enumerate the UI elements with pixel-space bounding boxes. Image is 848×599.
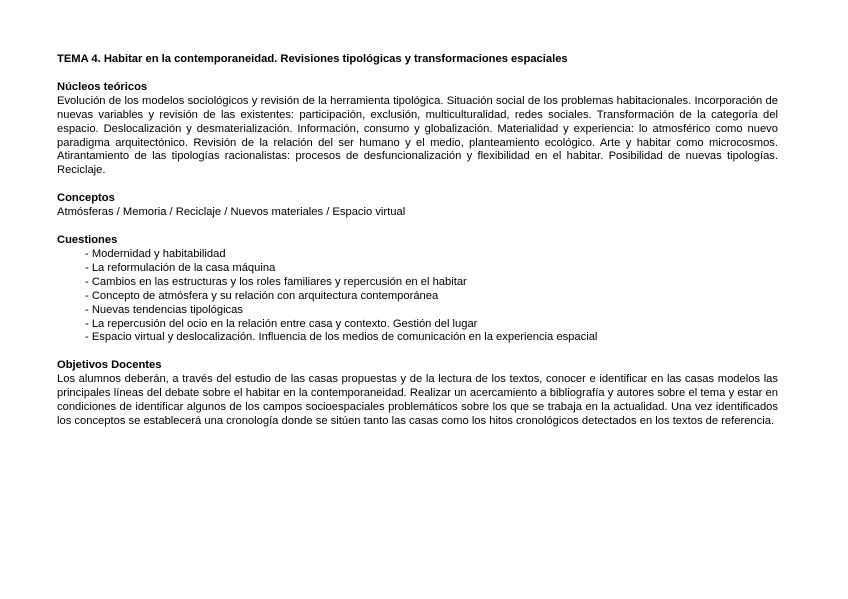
list-item: - Concepto de atmósfera y su relación con arquitectura contemporánea [85,289,439,302]
list-item: - La repercusión del ocio en la relación entre casa y contexto. Gestión del lugar [85,317,478,330]
list-item: - La reformulación de la casa máquina [85,261,276,274]
conceptos-heading: Conceptos [57,192,115,205]
objetivos-heading: Objetivos Docentes [57,359,162,372]
section-nucleos-teoricos [57,81,778,178]
conceptos-text: Atmósferas / Memoria / Reciclaje / Nuevos materiales / Espacio virtual [57,206,406,219]
section-conceptos [57,192,778,220]
section-cuestiones [57,234,778,345]
list-item: - Espacio virtual y deslocalización. Influencia de los medios de comunicación en la experiencia espacial [85,331,598,344]
cuestiones-list [57,248,778,345]
objetivos-text: Los alumnos deberán, a través del estudio de las casas propuestas y de la lectura de los textos, conocer e identificar en las casas modelos las principales líneas del debate sobre el habitar en la contemporaneidad. Realizar un acercamiento a bibliografía y autores sobre el tema y estar en condiciones de identificar algunos de los campos socioespaciales problemáticos sobre los que se trabaja en la actualidad. Una vez identificados los conceptos se establecerá una cronología donde se sitúen tanto las casas como los hitos cronológicos detectados en los textos de referencia. [57,373,778,427]
list-item: - Modernidad y habitabilidad [85,247,226,260]
nucleos-heading: Núcleos teóricos [57,80,148,93]
document-title: TEMA 4. Habitar en la contemporaneidad. Revisiones tipológicas y transformaciones espaciales [57,53,568,65]
section-objetivos-docentes [57,359,778,429]
list-item: - Nuevas tendencias tipológicas [85,303,243,316]
document-body [57,53,778,443]
nucleos-text: Evolución de los modelos sociológicos y revisión de la herramienta tipológica. Situación social de los problemas habitacionales. Incorporación de nuevas variables y revisión de las existentes: participación, exclusión, multiculturalidad, redes sociales. Transformación de la categoría del espacio. Deslocalización y desmaterialización. Información, consumo y globalización. Materialidad y experiencia: lo atmosférico como nuevo paradigma arquitectónico. Revisión de la relación del ser humano y el medio, planteamiento ecológico. Arte y habitar como microcosmos. Atirantamiento de las tipologías racionalistas: procesos de desfuncionalización y flexibilidad en el habitar. Posibilidad de nuevas tipologías. Reciclaje. [57,94,778,177]
list-item: - Cambios en las estructuras y los roles familiares y repercusión en el habitar [85,275,467,288]
cuestiones-heading: Cuestiones [57,234,118,247]
